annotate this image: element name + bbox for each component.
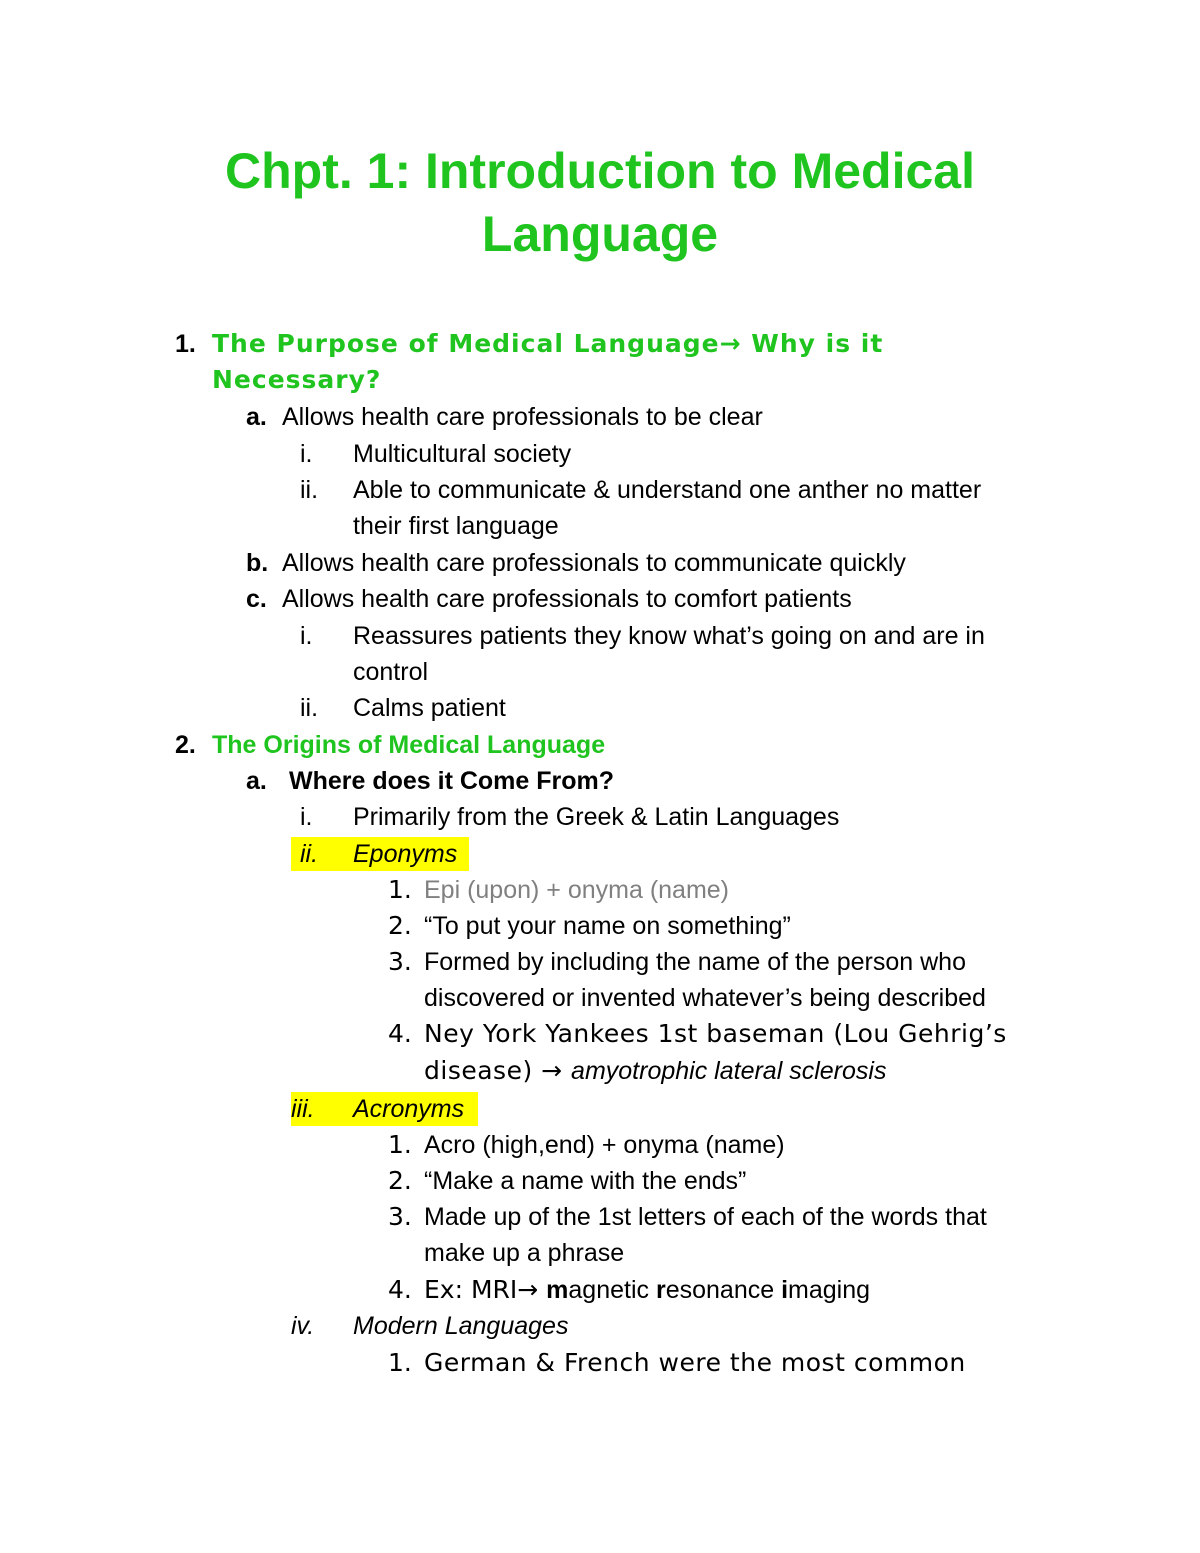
- section-1-marker: 1.: [175, 330, 196, 358]
- section-1-heading-line-1: The Purpose of Medical Language→ Why is it: [212, 329, 884, 358]
- list-text: Multicultural society: [353, 440, 572, 468]
- list-text: Allows health care professionals to comfort patients: [282, 585, 852, 613]
- list-text: [424, 1272, 870, 1308]
- acronym-letter: m: [546, 1276, 569, 1304]
- list-marker: iii.: [291, 1095, 315, 1123]
- list-text: Made up of the 1st letters of each of the words that: [424, 1203, 987, 1231]
- acronym-letter: i: [781, 1276, 789, 1304]
- list-text: their first language: [353, 512, 559, 540]
- list-marker: i.: [300, 440, 313, 468]
- list-marker: i.: [300, 803, 313, 831]
- list-marker: 2.: [388, 1166, 412, 1195]
- list-marker: 3.: [388, 1202, 412, 1231]
- list-text: Primarily from the Greek & Latin Languages: [353, 803, 840, 831]
- list-marker: a.: [246, 403, 267, 431]
- list-marker: a.: [246, 767, 267, 795]
- list-text-part: agnetic: [568, 1276, 656, 1304]
- list-text: [424, 1053, 886, 1089]
- list-text: make up a phrase: [424, 1239, 625, 1267]
- list-marker: ii.: [300, 476, 319, 504]
- list-text-part: maging: [788, 1276, 871, 1304]
- page-title: [0, 140, 1200, 266]
- acronym-letter: r: [655, 1276, 666, 1304]
- list-text: Where does it Come From?: [289, 767, 615, 795]
- list-marker: 3.: [388, 947, 412, 976]
- section-1-heading-line-2: Necessary?: [212, 365, 382, 394]
- list-text: Formed by including the name of the person who: [424, 948, 966, 976]
- list-text: Epi (upon) + onyma (name): [424, 876, 730, 904]
- list-text: discovered or invented whatever’s being described: [424, 984, 986, 1012]
- list-marker: 4.: [388, 1275, 412, 1304]
- list-text: Eponyms: [353, 840, 458, 868]
- list-text-prefix: Ex: MRI→: [424, 1275, 547, 1304]
- list-text: Modern Languages: [353, 1312, 569, 1340]
- title-line-2: Language: [481, 206, 719, 262]
- list-text: Reassures patients they know what’s going on and are in: [353, 622, 985, 650]
- list-text: Acronyms: [353, 1095, 465, 1123]
- list-marker: c.: [246, 585, 267, 613]
- list-marker: 1.: [388, 1348, 412, 1377]
- list-text: “Make a name with the ends”: [424, 1167, 747, 1195]
- list-marker: 1.: [388, 875, 412, 904]
- list-text: Allows health care professionals to be clear: [282, 403, 763, 431]
- list-marker: iv.: [291, 1312, 315, 1340]
- list-marker: ii.: [300, 694, 319, 722]
- list-marker: 2.: [388, 911, 412, 940]
- list-text: Allows health care professionals to communicate quickly: [282, 549, 906, 577]
- list-marker: i.: [300, 622, 313, 650]
- list-marker: 4.: [388, 1019, 412, 1048]
- list-marker: ii.: [300, 840, 319, 868]
- title-line-1: Chpt. 1: Introduction to Medical: [225, 143, 975, 199]
- list-marker: b.: [246, 549, 269, 577]
- list-text: “To put your name on something”: [424, 912, 791, 940]
- list-text: Ney York Yankees 1st baseman (Lou Gehrig’s: [424, 1019, 1007, 1048]
- list-text: control: [353, 658, 429, 686]
- list-text-part: esonance: [665, 1276, 782, 1304]
- list-text: Able to communicate & understand one anther no matter: [353, 476, 982, 504]
- list-text: German & French were the most common: [424, 1348, 966, 1377]
- list-text: Calms patient: [353, 694, 506, 722]
- list-text-part: disease) →: [424, 1056, 572, 1085]
- list-text-italic: amyotrophic lateral sclerosis: [571, 1057, 887, 1085]
- section-2-marker: 2.: [175, 731, 196, 759]
- list-text: Acro (high,end) + onyma (name): [424, 1131, 785, 1159]
- list-marker: 1.: [388, 1130, 412, 1159]
- section-2-heading-text: The Origins of Medical Language: [212, 731, 606, 759]
